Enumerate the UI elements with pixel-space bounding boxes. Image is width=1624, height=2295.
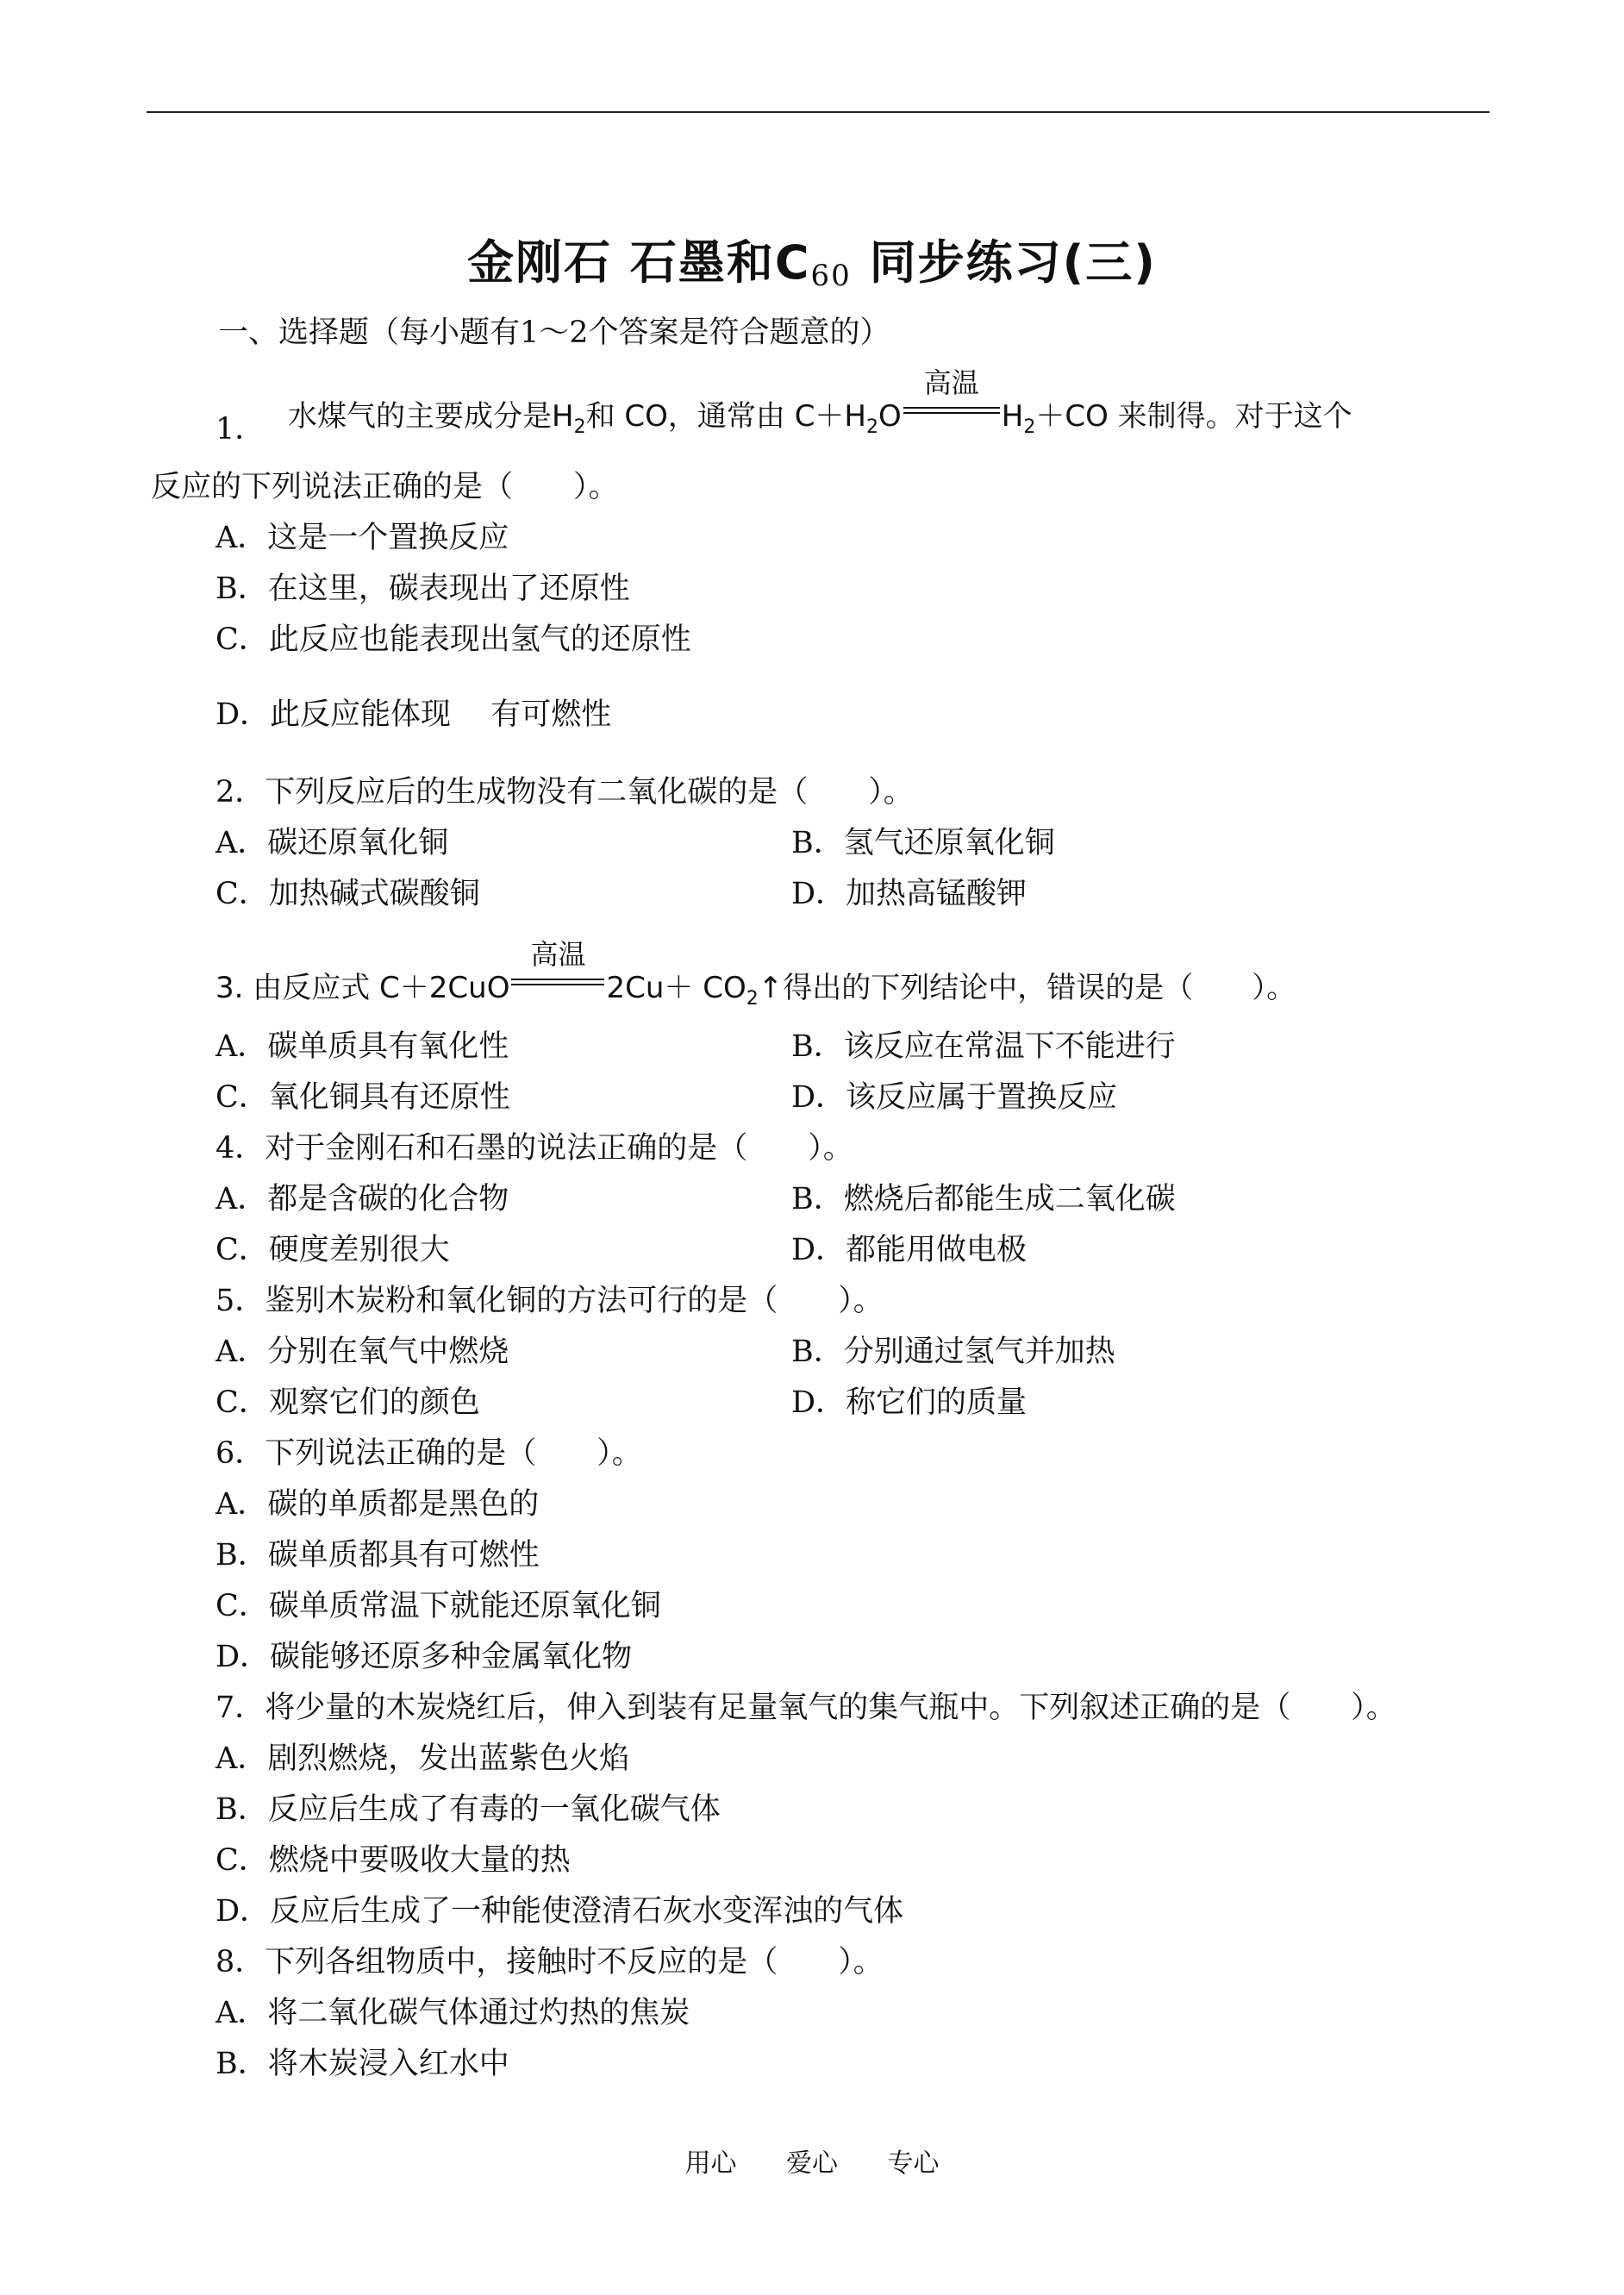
- page-title: 金刚石 石墨和$C_{60}$ 同步练习(三): [467, 235, 1157, 293]
- q1-number: 1．: [215, 412, 265, 447]
- q1-continuation: 反应的下列说法正确的是（ ）。: [151, 470, 619, 504]
- q7-option-d: D．反应后生成了一种能使澄清石灰水变浑浊的气体: [215, 1894, 904, 1929]
- header-rule: [147, 111, 1490, 113]
- q2-stem: 2．下列反应后的生成物没有二氧化碳的是（ ）。: [215, 775, 914, 810]
- q2-option-a: A．碳还原氧化铜: [215, 826, 449, 860]
- footer-item: 专心: [887, 2148, 940, 2179]
- q4-option-d: D．都能用做电极: [791, 1233, 1027, 1267]
- q4-option-c: C．硬度差别很大: [215, 1233, 450, 1267]
- q5-option-d: D．称它们的质量: [791, 1385, 1027, 1420]
- reaction-condition-equals: 高温: [511, 963, 604, 997]
- q3-option-b: B．该反应在常温下不能进行: [791, 1029, 1176, 1064]
- q1-option-c: C．此反应也能表现出氢气的还原性: [215, 622, 691, 657]
- q3-option-c: C．氧化铜具有还原性: [215, 1080, 510, 1115]
- q5-option-a: A．分别在氧气中燃烧: [215, 1335, 509, 1369]
- q1-option-b: B．在这里，碳表现出了还原性: [215, 572, 630, 606]
- footer-item: 用心: [684, 2148, 737, 2179]
- q7-stem: 7．将少量的木炭烧红后，伸入到装有足量氧气的集气瓶中。下列叙述正确的是（ ）。: [215, 1691, 1396, 1725]
- q3-stem: 3. 由反应式 C＋2CuO 高温 $2Cu+ CO_2↑$得出的下列结论中，错误的是（ ）。: [215, 938, 1296, 1010]
- q7-option-a: A．剧烈燃烧，发出蓝紫色火焰: [215, 1742, 630, 1776]
- q3-option-a: A．碳单质具有氧化性: [215, 1029, 509, 1064]
- q5-option-c: C．观察它们的颜色: [215, 1385, 480, 1420]
- q8-stem: 8．下列各组物质中，接触时不反应的是（ ）。: [215, 1945, 884, 1979]
- q3-option-d: D．该反应属于置换反应: [791, 1080, 1118, 1115]
- reaction-condition-equals: 高温: [903, 391, 1000, 426]
- gas-up-arrow-icon: ↑: [758, 971, 784, 1005]
- q6-option-d: D．碳能够还原多种金属氧化物: [215, 1640, 633, 1674]
- q2-option-c: C．加热碱式碳酸铜: [215, 877, 480, 911]
- q4-option-b: B．燃烧后都能生成二氧化碳: [791, 1182, 1176, 1216]
- footer-item: 爱心: [786, 2148, 838, 2179]
- q8-option-b: B．将木炭浸入红水中: [215, 2047, 509, 2081]
- q8-option-a: A．将二氧化碳气体通过灼热的焦炭: [215, 1996, 690, 2030]
- q6-option-b: B．碳单质都具有可燃性: [215, 1538, 540, 1573]
- q5-stem: 5．鉴别木炭粉和氧化铜的方法可行的是（ ）。: [215, 1284, 884, 1318]
- section-heading: 一、选择题（每小题有1～2个答案是符合题意的）: [218, 316, 890, 350]
- q2-option-d: D．加热高锰酸钾: [791, 877, 1027, 911]
- q4-option-a: A．都是含碳的化合物: [215, 1182, 509, 1216]
- q7-option-b: B．反应后生成了有毒的一氧化碳气体: [215, 1792, 721, 1827]
- q4-stem: 4．对于金刚石和石墨的说法正确的是（ ）。: [215, 1131, 853, 1166]
- q1-option-a: A．这是一个置换反应: [215, 521, 509, 555]
- q6-stem: 6．下列说法正确的是（ ）。: [215, 1436, 642, 1471]
- q2-option-b: B．氢气还原氧化铜: [791, 826, 1055, 860]
- q1-option-d: D．此反应能体现 有可燃性: [215, 697, 612, 732]
- page-footer: [0, 2142, 1624, 2179]
- q7-option-c: C．燃烧中要吸收大量的热: [215, 1843, 571, 1878]
- q6-option-a: A．碳的单质都是黑色的: [215, 1487, 540, 1522]
- q1-stem: 水煤气的主要成分是$H_2$和 CO，通常由 $C+H_2O$ 高温 $H_2+CO$ 来制得。对于这个: [288, 366, 1352, 438]
- q5-option-b: B．分别通过氢气并加热: [791, 1335, 1115, 1369]
- q6-option-c: C．碳单质常温下就能还原氧化铜: [215, 1589, 661, 1623]
